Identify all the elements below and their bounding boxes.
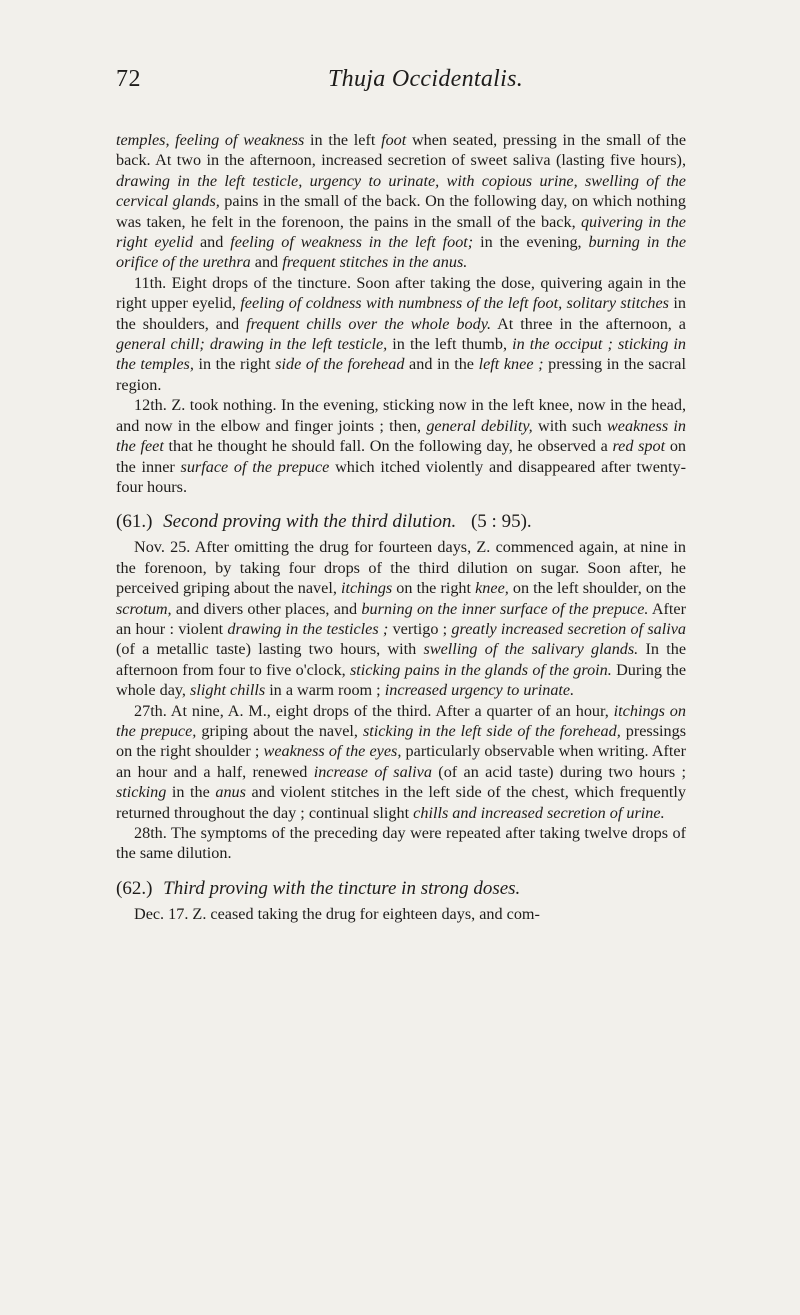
italic-text: slight chills bbox=[190, 681, 266, 700]
text-run: 11th. Eight drops of the tincture. Soon after taking the dose, quivering again in the right upper eyelid, bbox=[116, 273, 686, 313]
text-run: particularly observable when writing. After an hour and a half, renewed bbox=[116, 742, 687, 781]
italic-text: surface of the prepuce bbox=[180, 457, 330, 476]
italic-text: weakness in the feet bbox=[116, 416, 686, 456]
text-run: 12th. Z. took nothing. In the evening, sticking now in the left knee, now in the head, and now in the elbow and finger joints ; then, bbox=[116, 396, 686, 435]
section-number: (62.) bbox=[116, 877, 153, 899]
text-run: pains in the small of the back. On the following day, on which nothing was taken, he felt in the forenoon, the pains in the small of the back, bbox=[116, 192, 686, 231]
text-run: griping about the navel, bbox=[196, 721, 363, 740]
text-run: in the left bbox=[304, 131, 382, 149]
italic-text: itchings on the prepuce, bbox=[116, 701, 686, 740]
italic-text: sticking bbox=[116, 783, 167, 802]
section-heading-61 bbox=[116, 510, 686, 534]
italic-text: sticking pains in the glands of the groin. bbox=[350, 660, 612, 679]
paragraph bbox=[116, 701, 686, 823]
text-run: and violent stitches in the left side of the chest, which frequently returned throughout the day ; continual slight bbox=[116, 783, 686, 822]
italic-text: sticking in the left side of the forehead, bbox=[362, 721, 621, 740]
italic-text: increased urgency to urinate. bbox=[384, 681, 575, 700]
italic-text: quivering in the right eyelid bbox=[116, 212, 686, 252]
section-title: Second proving with the third dilution. bbox=[163, 511, 457, 533]
section-heading-62 bbox=[116, 877, 686, 901]
italic-text: in the occiput ; sticking in the temples, bbox=[116, 335, 687, 374]
running-title: Thuja Occidentalis. bbox=[328, 66, 524, 92]
italic-text: anus bbox=[215, 783, 246, 802]
text-run: in a warm room ; bbox=[265, 681, 385, 700]
body-text bbox=[116, 130, 686, 924]
text-run: vertigo ; bbox=[388, 619, 452, 638]
text-run: and divers other places, and bbox=[171, 599, 362, 618]
text-run: in the bbox=[166, 783, 216, 802]
text-run: In the afternoon from four to five o'clock, bbox=[116, 640, 686, 679]
text-run: on the right bbox=[392, 579, 476, 598]
section-title: Third proving with the tincture in strong doses. bbox=[163, 877, 521, 899]
text-run: on the inner bbox=[116, 437, 687, 476]
text-run: which itched violently and disappeared after twenty-four hours. bbox=[116, 457, 686, 496]
italic-text: feeling of weakness in the left foot; bbox=[230, 233, 474, 252]
italic-text: general debility, bbox=[426, 416, 533, 435]
text-run: 27th. At nine, A. M., eight drops of the third. After a quarter of an hour, bbox=[134, 701, 614, 720]
text-run: in the right bbox=[193, 355, 276, 374]
paragraph bbox=[116, 904, 686, 924]
running-head bbox=[116, 66, 686, 106]
text-run: pressing in the sacral region. bbox=[116, 355, 686, 394]
italic-text: general chill; drawing in the left testicle, bbox=[116, 335, 388, 354]
text-run: in the left thumb, bbox=[387, 335, 513, 354]
paragraph bbox=[116, 130, 686, 273]
text-run: and bbox=[193, 233, 231, 252]
text-run: that he thought he should fall. On the following day, he observed a bbox=[163, 437, 613, 456]
text-run: on the left shoulder, on the bbox=[508, 579, 686, 598]
italic-text: itchings bbox=[340, 579, 393, 598]
italic-text: drawing in the left testicle, urgency to urinate, with copious urine, swelling of the cervical glands, bbox=[116, 171, 686, 211]
paragraph bbox=[116, 395, 686, 497]
italic-text: weakness of the eyes, bbox=[263, 742, 402, 761]
italic-text: left knee ; bbox=[478, 355, 544, 374]
text-run: with such bbox=[532, 416, 607, 435]
italic-text: scrotum, bbox=[116, 599, 172, 618]
section-reference: (5 : 95). bbox=[470, 511, 532, 533]
text-run: when seated, pressing in the small of the back. At two in the afternoon, increased secretion of sweet saliva (lasting five hours), bbox=[116, 131, 687, 170]
text-run: After an hour : violent bbox=[116, 599, 687, 638]
text-run: At three in the afternoon, a bbox=[491, 314, 686, 333]
text-run: Dec. 17. Z. ceased taking the drug for eighteen days, and com- bbox=[134, 904, 540, 923]
section-number: (61.) bbox=[116, 511, 153, 533]
text-run: During the whole day, bbox=[116, 660, 687, 700]
italic-text: swelling of the salivary glands. bbox=[423, 640, 639, 659]
text-run: in the evening, bbox=[473, 233, 589, 252]
text-run: and in the bbox=[404, 355, 479, 374]
italic-text: feeling of coldness with numbness of the left foot, solitary stitches bbox=[240, 294, 669, 313]
italic-text: burning in the orifice of the urethra bbox=[116, 233, 687, 272]
italic-text: temples, feeling of weakness bbox=[116, 131, 305, 149]
italic-text: foot bbox=[381, 131, 407, 149]
text-run: 28th. The symptoms of the preceding day were repeated after taking twelve drops of the same dilution. bbox=[116, 824, 686, 863]
text-run: and bbox=[250, 253, 283, 272]
text-run: Nov. 25. After omitting the drug for fourteen days, Z. commenced again, at nine in the forenoon, by taking four drops of the third dilution on sugar. Soon after, he perceived griping about the navel, bbox=[116, 538, 686, 598]
text-run: (of an acid taste) during two hours ; bbox=[431, 762, 687, 781]
italic-text: side of the forehead bbox=[275, 355, 405, 374]
paragraph bbox=[116, 537, 686, 700]
text-run: in the shoulders, and bbox=[116, 294, 687, 333]
italic-text: red spot bbox=[612, 437, 666, 456]
text-run: (of a metallic taste) lasting two hours, with bbox=[116, 640, 424, 659]
paragraph bbox=[116, 273, 686, 395]
text-run: pressings on the right shoulder ; bbox=[116, 721, 686, 761]
italic-text: drawing in the testicles ; bbox=[227, 619, 389, 638]
italic-text: burning on the inner surface of the prepuce. bbox=[361, 599, 649, 618]
italic-text: frequent chills over the whole body. bbox=[246, 314, 492, 333]
italic-text: chills and increased secretion of urine. bbox=[413, 803, 665, 822]
page-number: 72 bbox=[116, 66, 141, 92]
italic-text: increase of saliva bbox=[313, 762, 432, 781]
paragraph bbox=[116, 823, 686, 864]
italic-text: frequent stitches in the anus. bbox=[282, 253, 468, 272]
italic-text: knee, bbox=[475, 579, 509, 598]
italic-text: greatly increased secretion of saliva bbox=[451, 619, 687, 638]
